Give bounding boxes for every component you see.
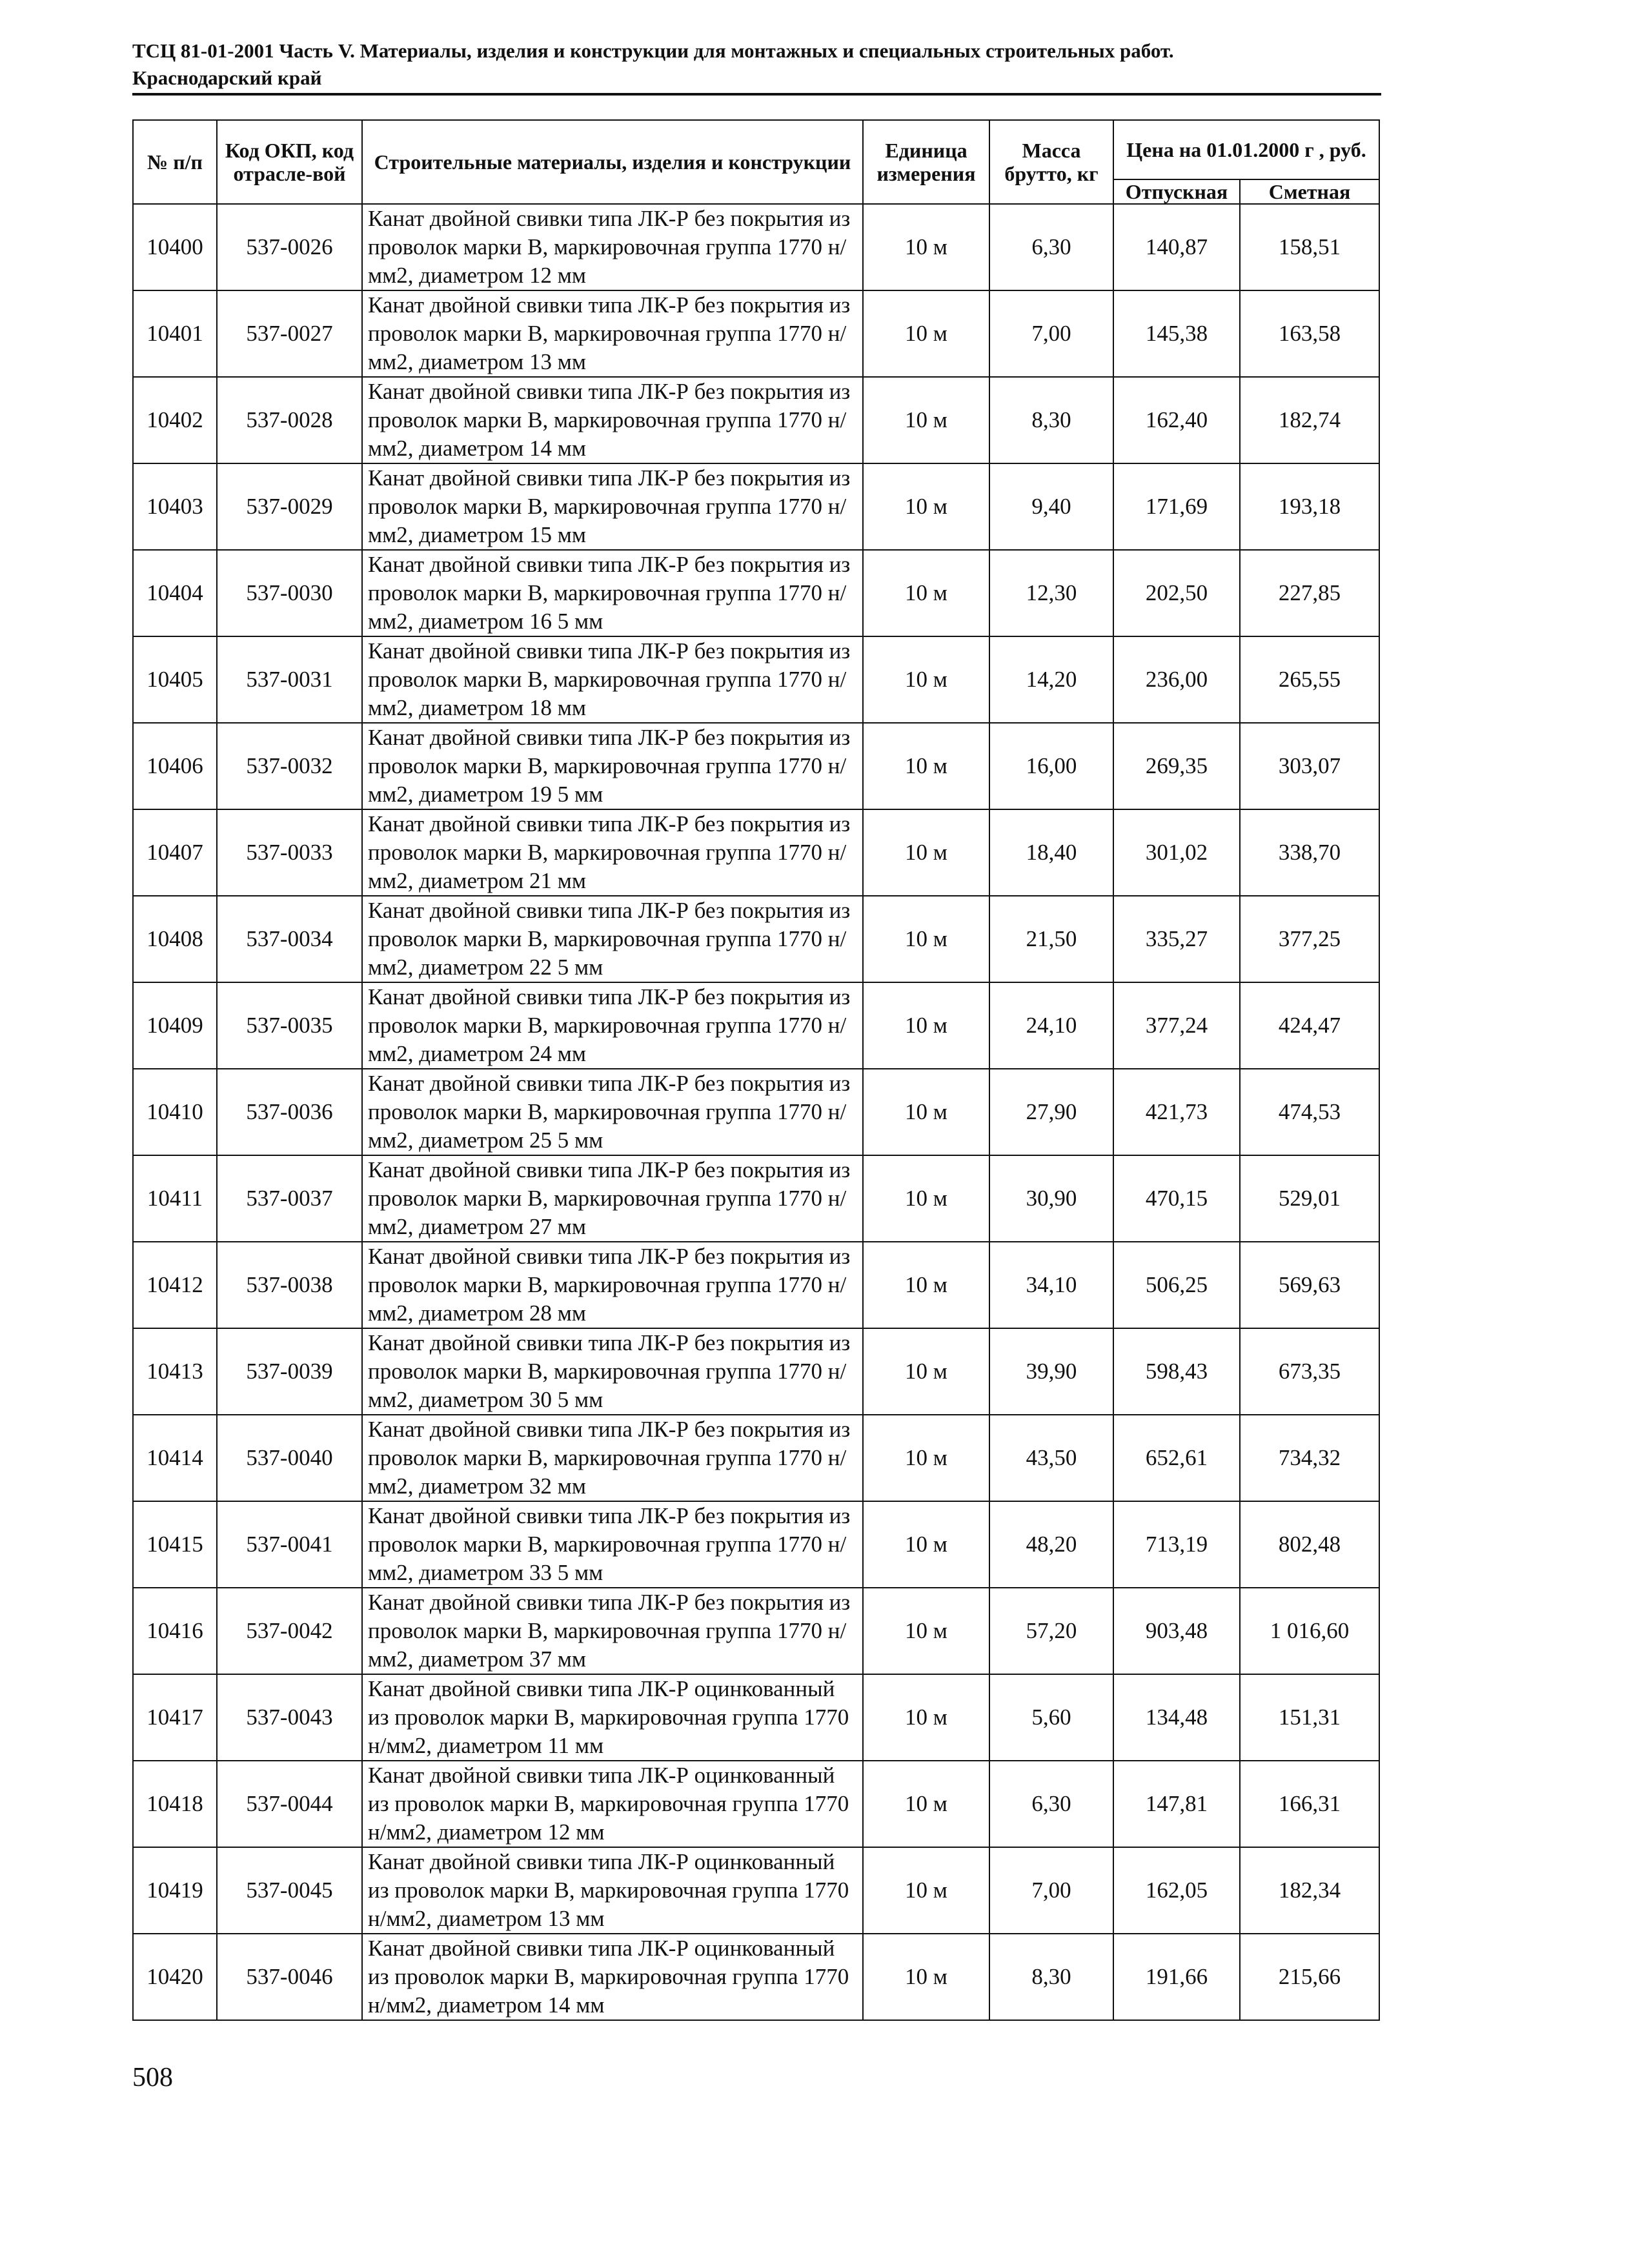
cell-release-price: 470,15 [1113, 1155, 1240, 1242]
header-title: ТСЦ 81-01-2001 Часть V. Материалы, изделия и конструкции для монтажных и специальных строительных работ. [132, 39, 1174, 62]
cell-unit: 10 м [863, 463, 989, 550]
cell-okp-code: 537-0044 [217, 1761, 362, 1847]
cell-name: Канат двойной свивки типа ЛК-Р оцинкованный из проволок марки В, маркировочная группа 1770 н/мм2, диаметром 11 мм [362, 1674, 863, 1761]
cell-number: 10411 [133, 1155, 217, 1242]
cell-mass: 30,90 [989, 1155, 1113, 1242]
cell-name: Канат двойной свивки типа ЛК-Р без покрытия из проволок марки В, маркировочная группа 1770 н/мм2, диаметром 18 мм [362, 636, 863, 723]
cell-unit: 10 м [863, 290, 989, 377]
cell-okp-code: 537-0037 [217, 1155, 362, 1242]
cell-mass: 43,50 [989, 1415, 1113, 1501]
cell-mass: 9,40 [989, 463, 1113, 550]
cell-name: Канат двойной свивки типа ЛК-Р без покрытия из проволок марки В, маркировочная группа 1770 н/мм2, диаметром 37 мм [362, 1588, 863, 1674]
cell-mass: 8,30 [989, 1934, 1113, 2020]
cell-release-price: 162,05 [1113, 1847, 1240, 1934]
cell-unit: 10 м [863, 1501, 989, 1588]
cell-okp-code: 537-0042 [217, 1588, 362, 1674]
column-header-number: № п/п [133, 120, 217, 204]
cell-unit: 10 м [863, 550, 989, 636]
cell-unit: 10 м [863, 1415, 989, 1501]
cell-name: Канат двойной свивки типа ЛК-Р без покрытия из проволок марки В, маркировочная группа 1770 н/мм2, диаметром 30 5 мм [362, 1328, 863, 1415]
cell-estimate-price: 802,48 [1240, 1501, 1379, 1588]
table-row [133, 377, 1379, 463]
cell-name: Канат двойной свивки типа ЛК-Р без покрытия из проволок марки В, маркировочная группа 1770 н/мм2, диаметром 33 5 мм [362, 1501, 863, 1588]
cell-mass: 24,10 [989, 982, 1113, 1069]
cell-release-price: 301,02 [1113, 809, 1240, 896]
cell-release-price: 140,87 [1113, 204, 1240, 290]
table-row [133, 636, 1379, 723]
cell-mass: 18,40 [989, 809, 1113, 896]
cell-release-price: 713,19 [1113, 1501, 1240, 1588]
cell-mass: 7,00 [989, 290, 1113, 377]
column-header-okp-code: Код ОКП, код отрасле-вой [217, 120, 362, 204]
cell-release-price: 236,00 [1113, 636, 1240, 723]
cell-okp-code: 537-0029 [217, 463, 362, 550]
cell-number: 10410 [133, 1069, 217, 1155]
cell-estimate-price: 1 016,60 [1240, 1588, 1379, 1674]
cell-okp-code: 537-0045 [217, 1847, 362, 1934]
document-header [132, 37, 1381, 92]
table-body [133, 204, 1379, 2020]
table-row [133, 1155, 1379, 1242]
column-header-estimate-price: Сметная [1240, 179, 1379, 204]
cell-okp-code: 537-0027 [217, 290, 362, 377]
cell-release-price: 269,35 [1113, 723, 1240, 809]
cell-mass: 6,30 [989, 1761, 1113, 1847]
column-header-release-price: Отпускная [1113, 179, 1240, 204]
cell-number: 10407 [133, 809, 217, 896]
cell-okp-code: 537-0031 [217, 636, 362, 723]
table-row [133, 204, 1379, 290]
cell-mass: 27,90 [989, 1069, 1113, 1155]
cell-okp-code: 537-0030 [217, 550, 362, 636]
cell-name: Канат двойной свивки типа ЛК-Р без покрытия из проволок марки В, маркировочная группа 1770 н/мм2, диаметром 25 5 мм [362, 1069, 863, 1155]
cell-mass: 12,30 [989, 550, 1113, 636]
cell-name: Канат двойной свивки типа ЛК-Р без покрытия из проволок марки В, маркировочная группа 1770 н/мм2, диаметром 15 мм [362, 463, 863, 550]
cell-number: 10401 [133, 290, 217, 377]
materials-price-table [132, 119, 1380, 2021]
cell-unit: 10 м [863, 1934, 989, 2020]
cell-estimate-price: 182,74 [1240, 377, 1379, 463]
table-row [133, 1761, 1379, 1847]
cell-release-price: 162,40 [1113, 377, 1240, 463]
table-row [133, 982, 1379, 1069]
cell-estimate-price: 227,85 [1240, 550, 1379, 636]
cell-mass: 48,20 [989, 1501, 1113, 1588]
cell-mass: 16,00 [989, 723, 1113, 809]
cell-number: 10419 [133, 1847, 217, 1934]
cell-name: Канат двойной свивки типа ЛК-Р без покрытия из проволок марки В, маркировочная группа 1770 н/мм2, диаметром 32 мм [362, 1415, 863, 1501]
cell-number: 10408 [133, 896, 217, 982]
cell-release-price: 506,25 [1113, 1242, 1240, 1328]
cell-mass: 7,00 [989, 1847, 1113, 1934]
table-row [133, 1674, 1379, 1761]
cell-estimate-price: 158,51 [1240, 204, 1379, 290]
header-region: Краснодарский край [132, 66, 322, 89]
cell-mass: 57,20 [989, 1588, 1113, 1674]
column-header-price: Цена на 01.01.2000 г , руб. [1113, 120, 1379, 179]
cell-mass: 5,60 [989, 1674, 1113, 1761]
table-row [133, 896, 1379, 982]
table-row [133, 1069, 1379, 1155]
cell-release-price: 145,38 [1113, 290, 1240, 377]
table-row [133, 1588, 1379, 1674]
cell-okp-code: 537-0033 [217, 809, 362, 896]
table-row [133, 1501, 1379, 1588]
cell-unit: 10 м [863, 204, 989, 290]
cell-number: 10402 [133, 377, 217, 463]
cell-unit: 10 м [863, 636, 989, 723]
cell-number: 10416 [133, 1588, 217, 1674]
cell-number: 10414 [133, 1415, 217, 1501]
cell-mass: 34,10 [989, 1242, 1113, 1328]
cell-number: 10417 [133, 1674, 217, 1761]
cell-number: 10400 [133, 204, 217, 290]
cell-estimate-price: 163,58 [1240, 290, 1379, 377]
cell-name: Канат двойной свивки типа ЛК-Р без покрытия из проволок марки В, маркировочная группа 1770 н/мм2, диаметром 13 мм [362, 290, 863, 377]
cell-okp-code: 537-0041 [217, 1501, 362, 1588]
cell-number: 10403 [133, 463, 217, 550]
cell-estimate-price: 377,25 [1240, 896, 1379, 982]
cell-unit: 10 м [863, 896, 989, 982]
cell-estimate-price: 265,55 [1240, 636, 1379, 723]
column-header-mass: Масса брутто, кг [989, 120, 1113, 204]
cell-estimate-price: 303,07 [1240, 723, 1379, 809]
cell-unit: 10 м [863, 982, 989, 1069]
cell-name: Канат двойной свивки типа ЛК-Р без покрытия из проволок марки В, маркировочная группа 1770 н/мм2, диаметром 14 мм [362, 377, 863, 463]
cell-estimate-price: 529,01 [1240, 1155, 1379, 1242]
cell-name: Канат двойной свивки типа ЛК-Р оцинкованный из проволок марки В, маркировочная группа 1770 н/мм2, диаметром 14 мм [362, 1934, 863, 2020]
cell-unit: 10 м [863, 1761, 989, 1847]
page-number: 508 [132, 2063, 173, 2092]
cell-release-price: 598,43 [1113, 1328, 1240, 1415]
cell-okp-code: 537-0038 [217, 1242, 362, 1328]
cell-okp-code: 537-0035 [217, 982, 362, 1069]
table-row [133, 550, 1379, 636]
cell-release-price: 202,50 [1113, 550, 1240, 636]
cell-number: 10404 [133, 550, 217, 636]
cell-unit: 10 м [863, 1588, 989, 1674]
cell-okp-code: 537-0036 [217, 1069, 362, 1155]
cell-estimate-price: 193,18 [1240, 463, 1379, 550]
cell-release-price: 147,81 [1113, 1761, 1240, 1847]
table-header [133, 120, 1379, 204]
cell-mass: 6,30 [989, 204, 1113, 290]
cell-okp-code: 537-0028 [217, 377, 362, 463]
cell-number: 10418 [133, 1761, 217, 1847]
cell-name: Канат двойной свивки типа ЛК-Р оцинкованный из проволок марки В, маркировочная группа 1770 н/мм2, диаметром 13 мм [362, 1847, 863, 1934]
cell-release-price: 903,48 [1113, 1588, 1240, 1674]
table-row [133, 1415, 1379, 1501]
table-row [133, 463, 1379, 550]
cell-release-price: 652,61 [1113, 1415, 1240, 1501]
cell-unit: 10 м [863, 1328, 989, 1415]
cell-estimate-price: 338,70 [1240, 809, 1379, 896]
cell-name: Канат двойной свивки типа ЛК-Р без покрытия из проволок марки В, маркировочная группа 1770 н/мм2, диаметром 22 5 мм [362, 896, 863, 982]
cell-number: 10415 [133, 1501, 217, 1588]
cell-unit: 10 м [863, 1674, 989, 1761]
cell-release-price: 335,27 [1113, 896, 1240, 982]
table-row [133, 1934, 1379, 2020]
cell-mass: 14,20 [989, 636, 1113, 723]
cell-unit: 10 м [863, 1069, 989, 1155]
cell-number: 10409 [133, 982, 217, 1069]
cell-estimate-price: 569,63 [1240, 1242, 1379, 1328]
cell-okp-code: 537-0039 [217, 1328, 362, 1415]
cell-estimate-price: 673,35 [1240, 1328, 1379, 1415]
cell-release-price: 171,69 [1113, 463, 1240, 550]
cell-okp-code: 537-0040 [217, 1415, 362, 1501]
table-row [133, 723, 1379, 809]
cell-name: Канат двойной свивки типа ЛК-Р без покрытия из проволок марки В, маркировочная группа 1770 н/мм2, диаметром 27 мм [362, 1155, 863, 1242]
cell-name: Канат двойной свивки типа ЛК-Р без покрытия из проволок марки В, маркировочная группа 1770 н/мм2, диаметром 19 5 мм [362, 723, 863, 809]
cell-unit: 10 м [863, 1155, 989, 1242]
cell-name: Канат двойной свивки типа ЛК-Р без покрытия из проволок марки В, маркировочная группа 1770 н/мм2, диаметром 16 5 мм [362, 550, 863, 636]
cell-number: 10420 [133, 1934, 217, 2020]
cell-unit: 10 м [863, 723, 989, 809]
cell-estimate-price: 182,34 [1240, 1847, 1379, 1934]
cell-unit: 10 м [863, 1847, 989, 1934]
cell-release-price: 191,66 [1113, 1934, 1240, 2020]
cell-name: Канат двойной свивки типа ЛК-Р без покрытия из проволок марки В, маркировочная группа 1770 н/мм2, диаметром 21 мм [362, 809, 863, 896]
header-divider [132, 93, 1381, 96]
cell-unit: 10 м [863, 1242, 989, 1328]
table-row [133, 290, 1379, 377]
cell-unit: 10 м [863, 377, 989, 463]
cell-okp-code: 537-0046 [217, 1934, 362, 2020]
cell-number: 10405 [133, 636, 217, 723]
cell-release-price: 134,48 [1113, 1674, 1240, 1761]
cell-estimate-price: 166,31 [1240, 1761, 1379, 1847]
cell-okp-code: 537-0032 [217, 723, 362, 809]
cell-mass: 39,90 [989, 1328, 1113, 1415]
cell-okp-code: 537-0026 [217, 204, 362, 290]
cell-name: Канат двойной свивки типа ЛК-Р оцинкованный из проволок марки В, маркировочная группа 1770 н/мм2, диаметром 12 мм [362, 1761, 863, 1847]
cell-okp-code: 537-0043 [217, 1674, 362, 1761]
cell-estimate-price: 424,47 [1240, 982, 1379, 1069]
table-row [133, 1328, 1379, 1415]
cell-name: Канат двойной свивки типа ЛК-Р без покрытия из проволок марки В, маркировочная группа 1770 н/мм2, диаметром 12 мм [362, 204, 863, 290]
cell-number: 10413 [133, 1328, 217, 1415]
cell-estimate-price: 734,32 [1240, 1415, 1379, 1501]
cell-release-price: 377,24 [1113, 982, 1240, 1069]
table-row [133, 809, 1379, 896]
table-row [133, 1847, 1379, 1934]
cell-estimate-price: 474,53 [1240, 1069, 1379, 1155]
cell-estimate-price: 151,31 [1240, 1674, 1379, 1761]
cell-unit: 10 м [863, 809, 989, 896]
cell-mass: 21,50 [989, 896, 1113, 982]
cell-name: Канат двойной свивки типа ЛК-Р без покрытия из проволок марки В, маркировочная группа 1770 н/мм2, диаметром 28 мм [362, 1242, 863, 1328]
cell-mass: 8,30 [989, 377, 1113, 463]
column-header-name: Строительные материалы, изделия и конструкции [362, 120, 863, 204]
cell-release-price: 421,73 [1113, 1069, 1240, 1155]
cell-name: Канат двойной свивки типа ЛК-Р без покрытия из проволок марки В, маркировочная группа 1770 н/мм2, диаметром 24 мм [362, 982, 863, 1069]
cell-number: 10406 [133, 723, 217, 809]
cell-okp-code: 537-0034 [217, 896, 362, 982]
cell-estimate-price: 215,66 [1240, 1934, 1379, 2020]
table-row [133, 1242, 1379, 1328]
column-header-unit: Единица измерения [863, 120, 989, 204]
cell-number: 10412 [133, 1242, 217, 1328]
